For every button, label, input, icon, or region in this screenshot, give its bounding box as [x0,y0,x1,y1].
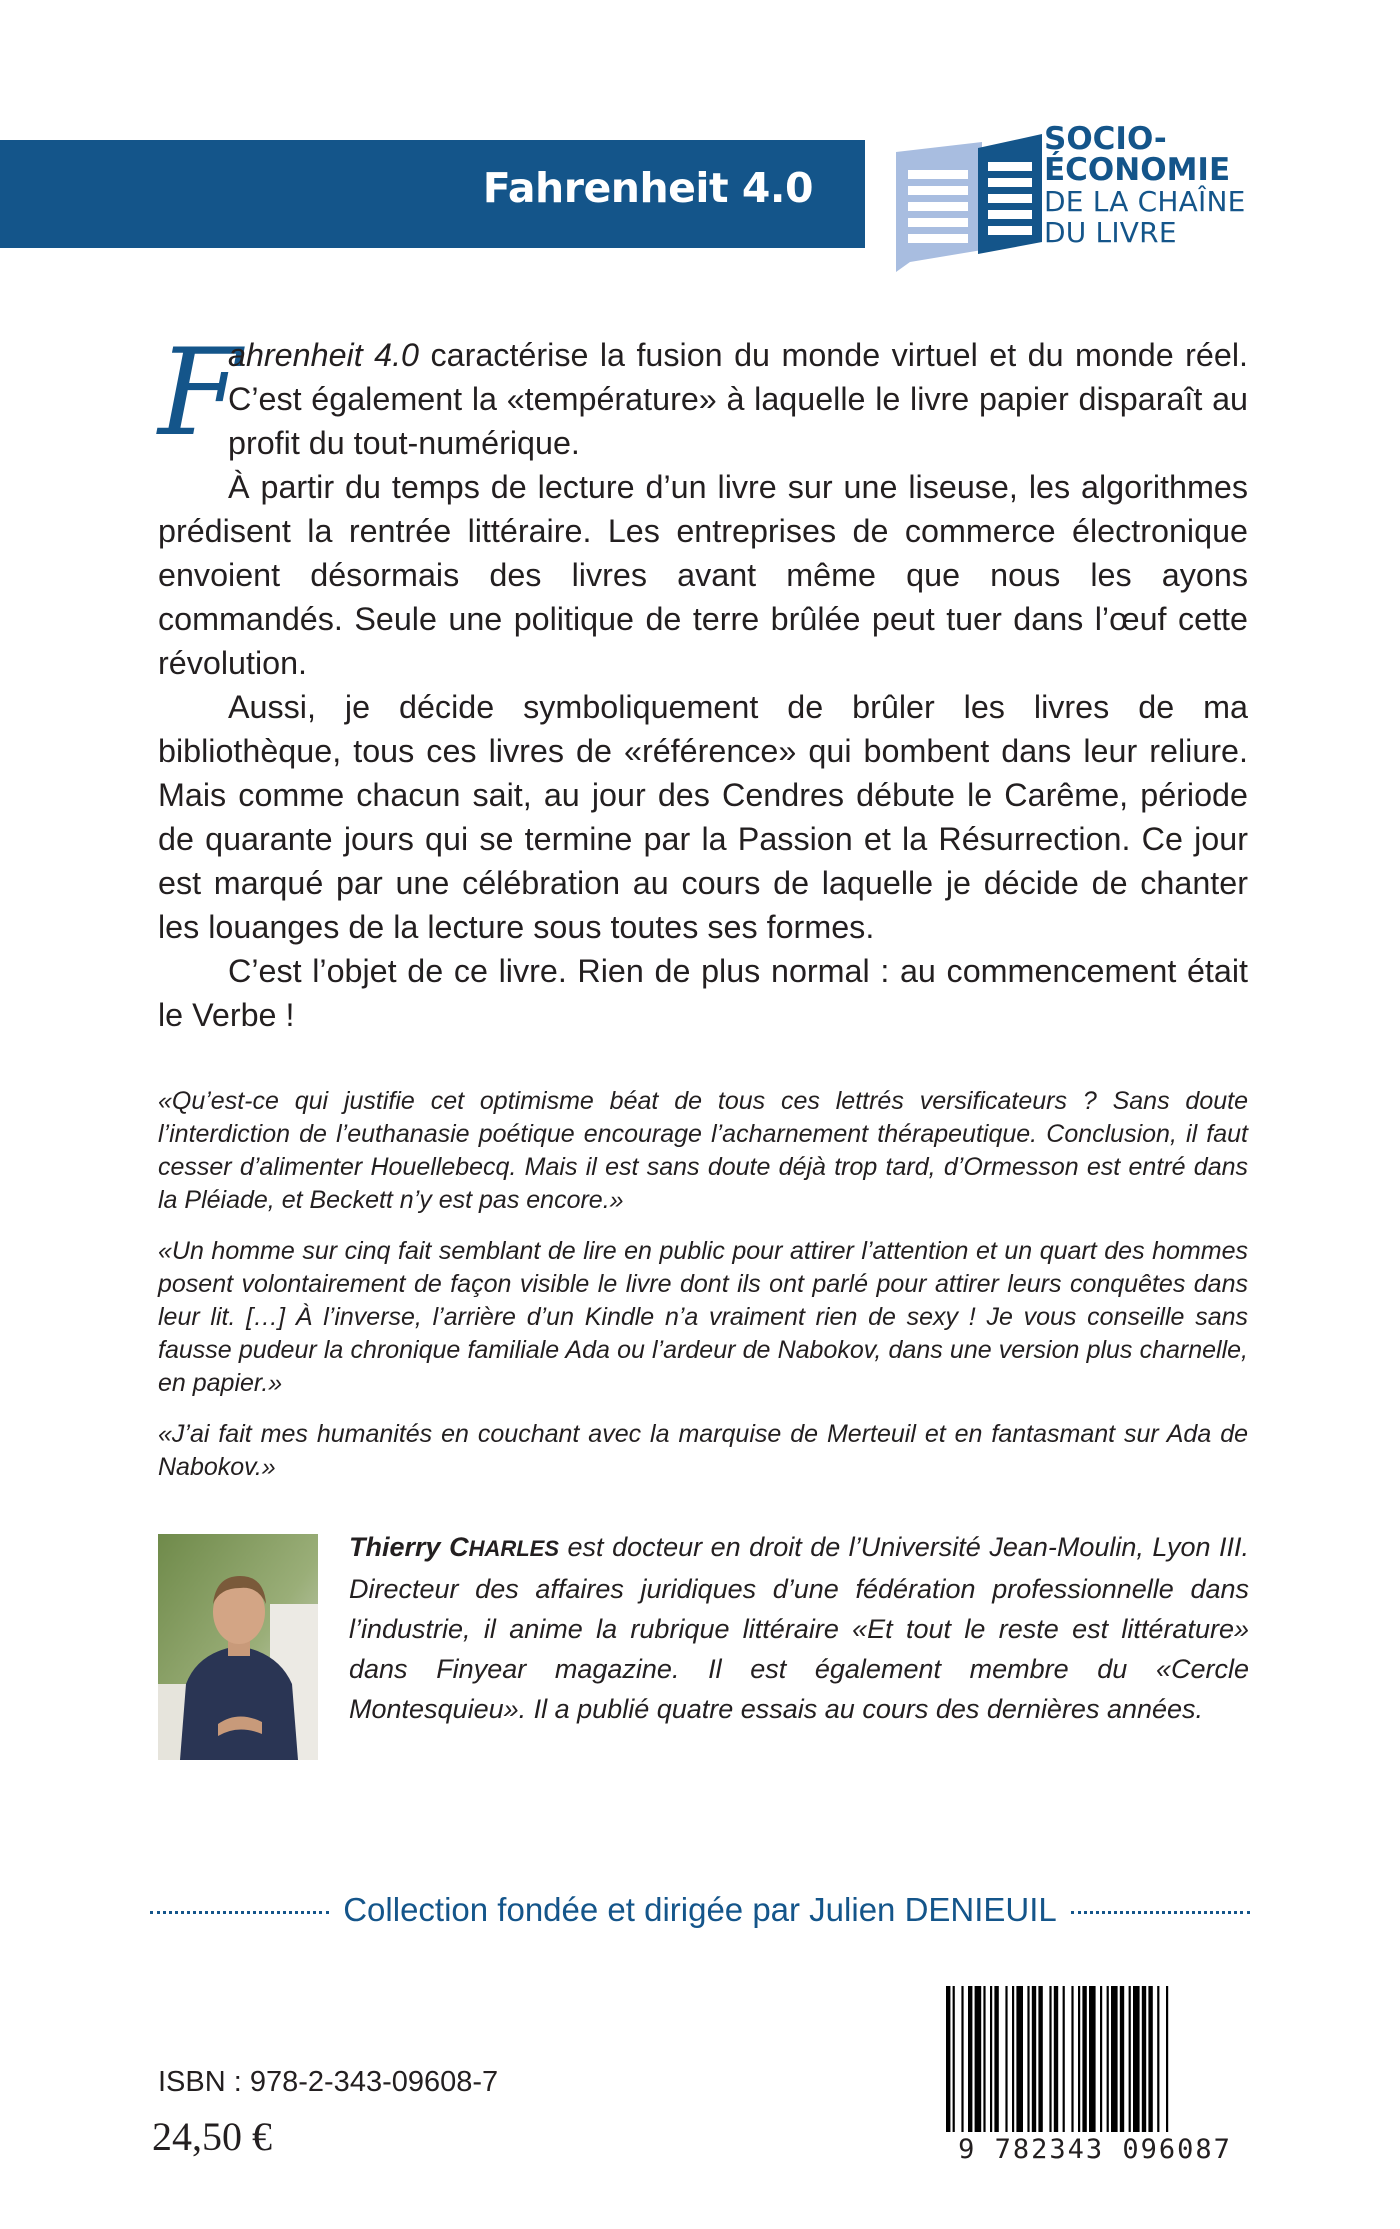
series-line-4: DU LIVRE [1044,216,1177,249]
series-line-2: ÉCONOMIE [1044,152,1231,188]
series-line-3: DE LA CHAÎNE [1044,185,1246,218]
intro-paragraph-1 [158,333,1248,465]
price: 24,50 € [152,2114,272,2159]
series-line-1: SOCIO- [1044,121,1167,157]
quote-3: «J’ai fait mes humanités en couchant avec la marquise de Merteuil et en fantasmant sur Ada de Nabokov.» [158,1420,1248,1481]
collection-text: Collection fondée et dirigée par Julien DENIEUIL [343,1891,1057,1928]
book-title: Fahrenheit 4.0 [482,164,813,212]
author-last-initial: C [449,1532,469,1562]
collection-line [150,1885,1250,1935]
intro-paragraph-3: Aussi, je décide symboliquement de brûler les livres de ma bibliothèque, tous ces livres de «référence» qui bombent dans leur reliure. Mais comme chacun sait, au jour des Cendres débute le Carême, période de quarante jours qui se termine par la Passion et la Résurrection. Ce jour est marqué par une célébration au cours de laquelle je décide de chanter les louanges de la lecture sous toutes ses formes. [158,689,1248,945]
author-photo [158,1534,318,1760]
quotes-section [158,1085,1248,1502]
intro-paragraph-4: C’est l’objet de ce livre. Rien de plus normal : au commencement était le Verbe ! [158,953,1248,1033]
intro-text [158,333,1248,1037]
intro-p1-rest: caractérise la fusion du monde virtuel et du monde réel. C’est également la «température» à laquelle le livre papier disparaît au profit du tout-numérique. [228,337,1249,461]
dotted-rule-right [1071,1911,1250,1914]
isbn: ISBN : 978-2-343-09608-7 [158,2066,499,2098]
dotted-rule-left [150,1911,329,1914]
series-name [1044,121,1246,249]
author-first-name: Thierry [349,1532,450,1562]
intro-paragraph-2: À partir du temps de lecture d’un livre sur une liseuse, les algorithmes prédisent la rentrée littéraire. Les entreprises de commerce électronique envoient désormais des livres avant même que nous les ayons commandés. Seule une politique de terre brûlée peut tuer dans l’œuf cette révolution. [158,469,1248,681]
barcode-digits: 9 782343 096087 [938,2132,1252,2168]
drop-cap: F [158,324,242,463]
quote-1: «Qu’est-ce qui justifie cet optimisme béat de tous ces lettrés versificateurs ? Sans doute l’interdiction de l’euthanasie poétique encourage l’acharnement thérapeutique. Conclusion, il faut cesser d’alimenter Houellebecq. Mais il est sans doute déjà trop tard, d’Ormesson est entré dans la Pléiade, et Beckett n’y est pas encore.» [158,1087,1248,1214]
author-bio [349,1527,1249,1729]
intro-title-italic: ahrenheit 4.0 [228,337,420,373]
title-band [0,140,865,248]
author-bio-text: est docteur en droit de l’Université Jean-Moulin, Lyon III. Directeur des affaires juridiques d’une fédération professionnelle dans l’industrie, il anime la rubrique littéraire «Et tout le reste est littérature» dans Finyear magazine. Il est également membre du «Cercle Montesquieu». Il a publié quatre essais au cours des dernières années. [349,1532,1249,1724]
author-last-rest: HARLES [468,1536,560,1561]
quote-2: «Un homme sur cinq fait semblant de lire en public pour attirer l’attention et un quart des hommes posent volontairement de façon visible le livre dont ils ont parlé pour attirer leurs conquêtes dans leur lit. […] À l’inverse, l’arrière d’un Kindle n’a vraiment rien de sexy ! Je vous conseille sans fausse pudeur la chronique familiale Ada ou l’ardeur de Nabokov, dans une version plus charnelle, en papier.» [158,1237,1248,1397]
author-name [349,1532,559,1562]
series-logo-icon [888,122,1048,272]
